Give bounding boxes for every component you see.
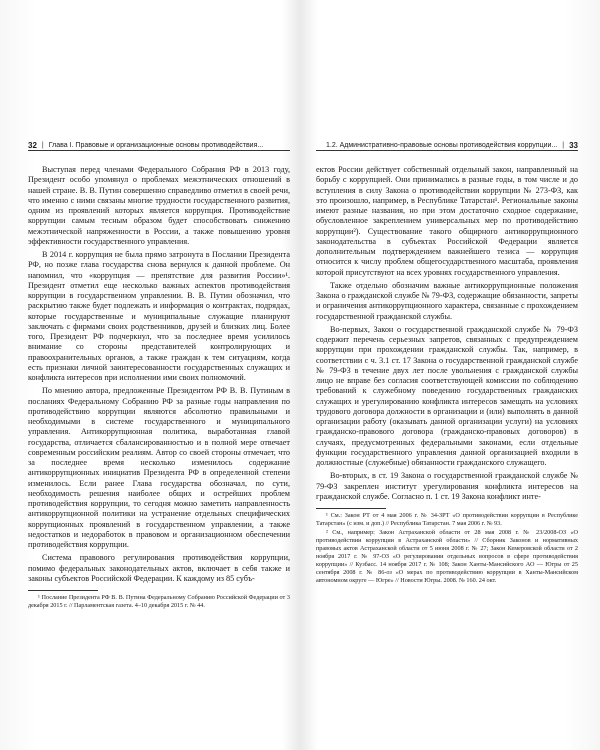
footnotes [28, 594, 290, 610]
paragraph: В 2014 г. коррупция не была прямо затронута в Послании Президента РФ, но позже глава государства снова вернулся к данной проблеме. Он напомнил, что «коррупция — препятствие для развития России»¹. Президент отметил еще несколько важных аспектов противодействия коррупции в государственном управлении. В. В. Путин обозначил, что раскрытию также будет подлежать и информация о контрактах, подрядах, которые государственные и муниципальные служащие планируют заключать с фирмами своих родственников, друзей и близких лиц. Более того, Президент РФ подчеркнул, что за последнее время усилилось внимание со стороны представителей контролирующих и правоохранительных органов, а также граждан к тем ситуациям, когда есть признаки личной заинтересованности государственных служащих и конфликта интересов при исполнении ими своих полномочий. [28, 250, 290, 382]
paragraph: Также отдельно обозначим важные антикоррупционные положения Закона о гражданской службе № 79-ФЗ, содержащие обязанности, запреты и ограничения антикоррупционного характера, связанные с прохождением государственной гражданской службы. [316, 280, 578, 321]
footnotes [316, 512, 578, 585]
footnote-divider [28, 590, 98, 591]
left-page [28, 140, 290, 740]
footnote: ² См., например: Закон Астраханской области от 28 мая 2008 г. № 23/2008-ОЗ «О противодействии коррупции в Астраханской области» // Сборник Законов и нормативных правовых актов Астраханской области от 5 июня 2008 г. № 27; Закон Кемеровской области от 2 ноября 2017 г. № 97-ОЗ «О регулировании отдельных вопросов в сфере противодействия коррупции» // Кузбасс. 14 ноября 2017 г. № 108; Закон Ханты-Мансийского АО — Югры от 25 сентября 2008 г. № 86-оз «О мерах по противодействию коррупции в Ханты-Мансийском автономном округе — Югре» // Новости Югры. 2008. № 160. 24 окт. [316, 529, 578, 584]
paragraph: Во-первых, Закон о государственной гражданской службе № 79-ФЗ содержит перечень серьезных запретов, связанных с предупреждением коррупции при прохождении гражданской службы. Так, например, в соответствии с ч. 3.1 ст. 17 Закона о государственной гражданской службе № 79-ФЗ в течение двух лет после увольнения с гражданской службы лицо не вправе без согласия соответствующей комиссии по соблюдению требований к служебному поведению государственных гражданских служащих и урегулированию конфликта интересов замещать на условиях трудового договора должности в организации и (или) выполнять в данной организации работу (оказывать данной организации услуги) на условиях гражданско-правового договора (гражданско-правовых договоров) в случаях, предусмотренных федеральными законами, если отдельные функции государственного управления данной организацией входили в должностные (служебные) обязанности гражданского служащего. [316, 324, 578, 467]
page-header [316, 140, 578, 151]
header-separator: | [41, 141, 44, 149]
footnote-divider [316, 508, 386, 509]
header-separator: | [562, 141, 565, 149]
page-header [28, 140, 290, 151]
footnote: ¹ См.: Закон РТ от 4 мая 2006 г. № 34-ЗРТ «О противодействии коррупции в Республике Татарстан» (с изм. и доп.) // Республика Татарстан. 7 мая 2006 г. № 93. [316, 512, 578, 527]
page-number: 32 [28, 140, 37, 150]
page-number: 33 [569, 140, 578, 150]
paragraph: Система правового регулирования противодействия коррупции, помимо федеральных законодательных актов, включает в себя также и законы субъектов Российской Федерации. К каждому из 85 субъ- [28, 553, 290, 583]
body-text [28, 165, 290, 584]
paragraph: По мнению автора, предложенные Президентом РФ В. В. Путиным в посланиях Федеральному Собранию РФ за разные годы направления по противодействию коррупции являются абсолютно правильными и необходимыми в системе государственного и муниципального управления. Антикоррупционная политика, выработанная главой государства, отличается сбалансированностью и в полной мере отвечает современным российским реалиям. Автор со своей стороны отмечает, что за последнее время несколько изменилось содержание антикоррупционных инициатив Президента РФ в определенной степени изменилось. Если ранее Глава государства обозначал, по сути, необходимость решения наиболее общих и острейших проблем противодействия коррупции, то сегодня можно заметить направленность антикоррупционной политики на устранение отдельных специфических коррупционных проявлений в государственном управлении, а также недостатков и недоработок в правовом и организационном обеспечении противодействия коррупции. [28, 386, 290, 549]
body-text [316, 165, 578, 502]
running-title: 1.2. Административно-правовые основы противодействия коррупции... [326, 141, 558, 149]
running-title: Глава I. Правовые и организационные основы противодействия... [48, 141, 264, 149]
right-page [316, 140, 578, 740]
footnote: ¹ Послание Президента РФ В. В. Путина Федеральному Собранию Российской Федерации от 3 декабря 2015 г. // Парламентская газета. 4–10 декабря 2015 г. № 44. [28, 594, 290, 609]
paragraph: Во-вторых, в ст. 19 Закона о государственной гражданской службе № 79-ФЗ закреплен институт урегулирования конфликта интересов на гражданской службе. Согласно п. 1 ст. 19 Закона конфликт инте- [316, 471, 578, 501]
paragraph: Выступая перед членами Федерального Собрания РФ в 2013 году, Президент особо упомянул о проблемах межэтнических отношений в нашей стране. В. В. Путин совершенно справедливо отметил в своей речи, что именно с ними связаны многие трудности государственного развития, одним из проявлений которых является коррупция. Противодействие коррупции самым тесным образом будет способствовать снижению межэтнической напряженности в России, а также повышению уровня эффективности государственного управления. [28, 165, 290, 246]
paragraph: ектов России действует собственный отдельный закон, направленный на борьбу с коррупцией. Они принимались в разные годы, в том числе и до вступления в силу Закона о противодействии коррупции № 273-ФЗ, как это произошло, например, в Республике Татарстан¹. Региональные законы имеют разные названия, но при этом достаточно сходное содержание, обусловленное закреплением универсальных мер по противодействию коррупции²). Существование такого общирного антикоррупционного законодательства в субъектах Российской Федерации является дополнительным подтверждением важнейшего тезиса — коррупция относится к числу проблем общегосударственного масштаба, проявления которой присутствуют на всех уровнях государственного управления. [316, 165, 578, 277]
